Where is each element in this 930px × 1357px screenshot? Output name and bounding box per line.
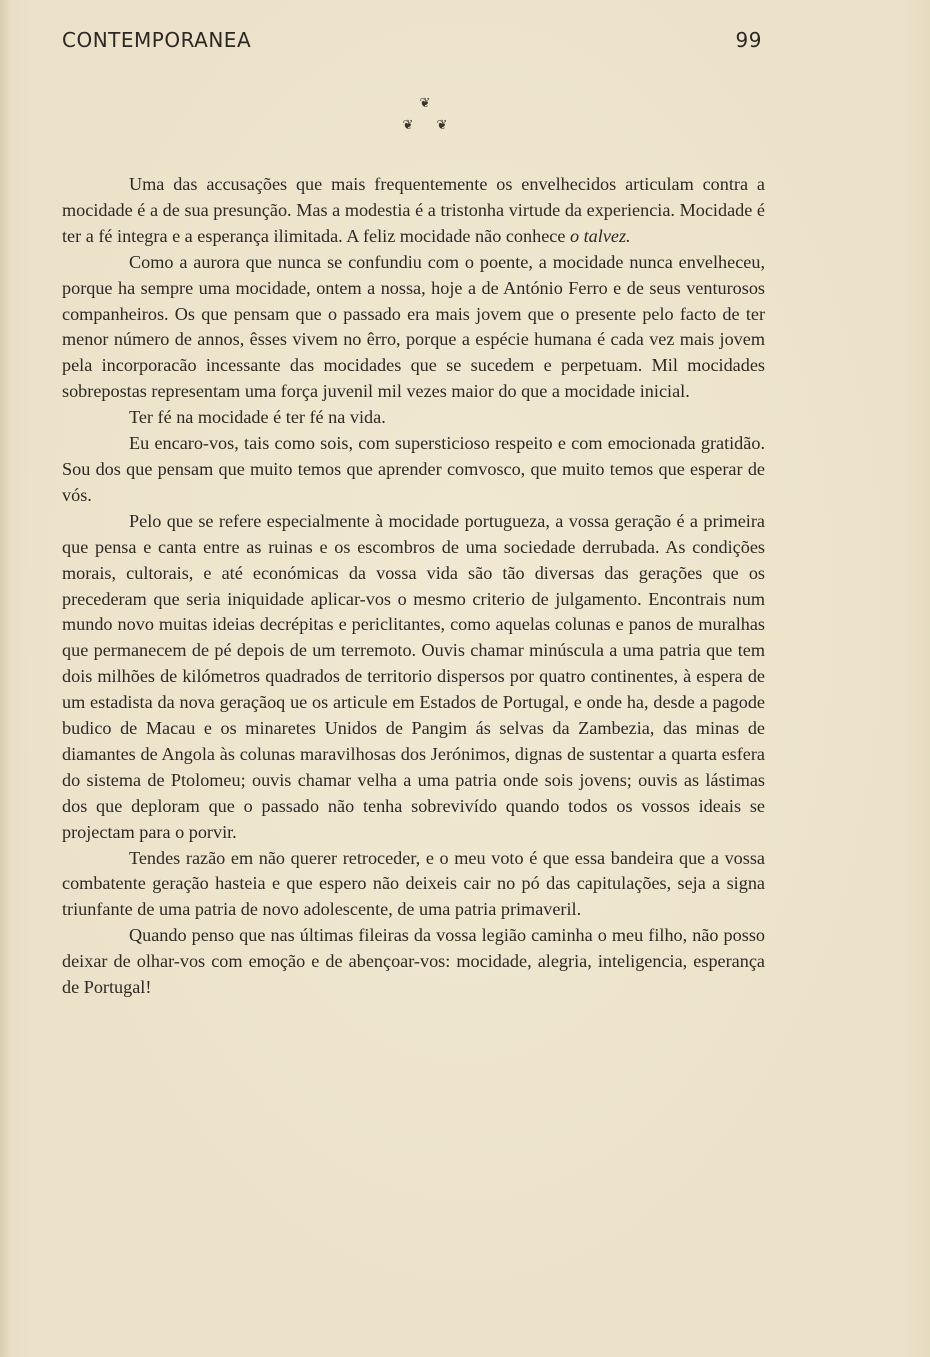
paragraph-1 [62,172,765,250]
fleuron-triangle-icon [395,92,455,136]
running-head-title: CONTEMPORANEA [62,28,252,52]
running-head [62,28,762,56]
body-text [62,172,765,1001]
page-number: 99 [735,28,762,52]
fleuron-right-icon: ❦ [436,118,448,133]
paragraph-4: Eu encaro-vos, tais como sois, com supersticioso respeito e com emocionada gratidão. Sou dos que pensam que muito temos que aprender comvosco, que muito temos que esperar de vós. [62,433,765,505]
paragraph-1-italic: o talvez. [569,225,631,246]
paragraph-1-text: Uma das accusações que mais frequentemente os envelhecidos articulam contra a mocidade é a de sua presunção. Mas a modestia é a tristonha virtude da experiencia. Mocidade é ter a fé integra e a esperança ilimitada. A feliz mocidade não conhece [62,174,765,246]
paragraph-3: Ter fé na mocidade é ter fé na vida. [129,407,386,428]
fleuron-top-icon: ❦ [419,96,431,111]
paragraph-2: Como a aurora que nunca se confundiu com o poente, a mocidade nunca envelheceu, porque ha sempre uma mocidade, ontem a nossa, hoje a de António Ferro e de seus venturosos companheiros. Os que pensam que o passado era mais jovem que o presente pelo facto de ter menor número de annos, êsses vivem no êrro, porque a espécie humana é cada vez mais jovem pela incorporacão incessante das mocidades que se sucedem e perpetuam. Mil mocidades sobrepostas representam uma força juvenil mil vezes maior do que a mocidade inicial. [62,251,765,402]
paragraph-5: Pelo que se refere especialmente à mocidade portugueza, a vossa geração é a primeira que pensa e canta entre as ruinas e os escombros de uma sociedade derrubada. As condições morais, cultorais, e até económicas da vossa vida são tão diversas das gerações que os precederam que seria iniquidade aplicar-vos o mesmo criterio de julgamento. Encontrais num mundo novo muitas ideias decrépitas e periclitantes, como aquelas colunas e panos de muralhas que permanecem de pé depois de um terremoto. Ouvis chamar minúscula a uma patria que tem dois milhões de kilómetros quadrados de territorio dispersos por quatro continentes, à espera de um estadista da nova geraçãoq ue os articule em Estados de Portugal, e onde ha, desde a pagode budico de Macau e os minaretes Unidos de Pangim ás selvas da Zambezia, das minas de diamantes de Angola às colunas maravilhosas dos Jerónimos, dignas de sustentar a quarta esfera do sistema de Ptolomeu; ouvis chamar velha a uma patria onde sois jovens; ouvis as lástimas dos que deploram que o passado não tenha sobrevivído quando todos os vossos ideais se projectam para o porvir. [62,510,765,842]
paragraph-7: Quando penso que nas últimas fileiras da vossa legião caminha o meu filho, não posso deixar de olhar-vos com emoção e de abençoar-vos: mocidade, alegria, inteligencia, esperança de Portugal! [62,925,765,998]
fleuron-left-icon: ❦ [402,118,414,133]
paragraph-6: Tendes razão em não querer retroceder, e o meu voto é que essa bandeira que a vossa combatente geração hasteia e que espero não deixeis cair no pó das capitulações, seja a signa triunfante de uma patria de novo adolescente, de uma patria primaveril. [62,847,765,920]
